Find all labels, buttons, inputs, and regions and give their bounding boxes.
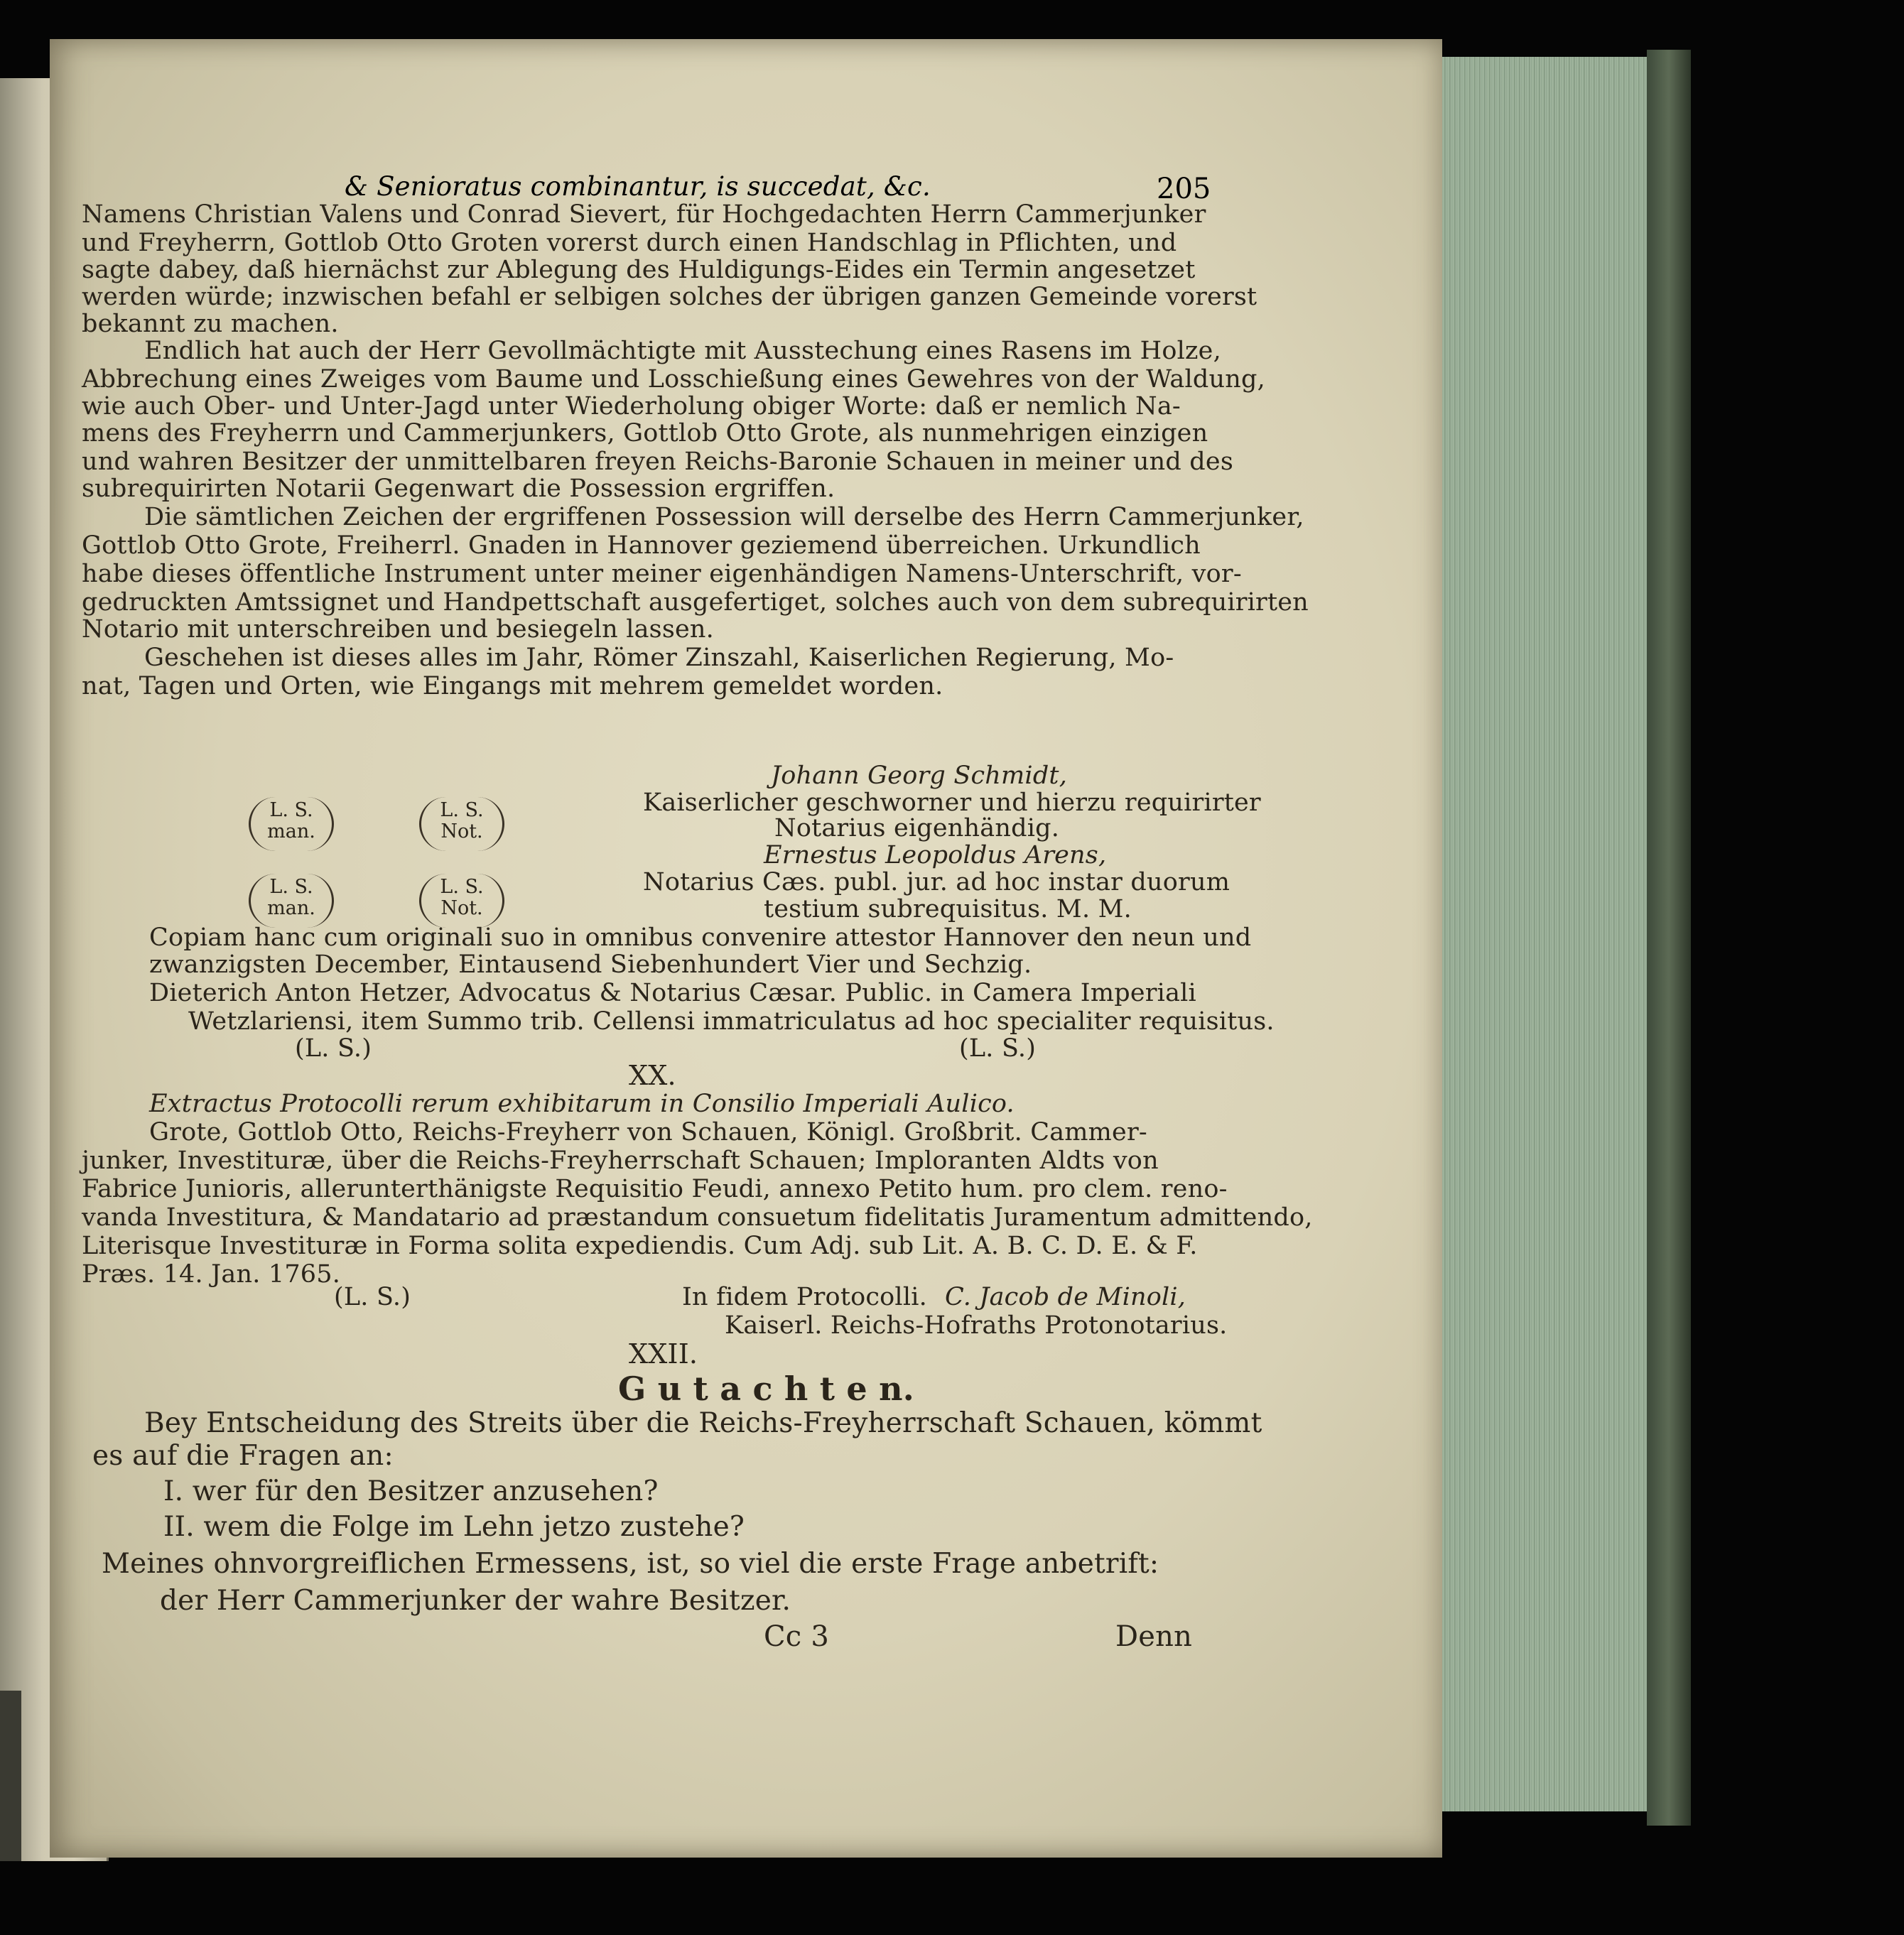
body-line: wie auch Ober- und Unter-Jagd unter Wiederholung obiger Worte: daß er nemlich Na- (82, 392, 1181, 421)
seal-text: L. S. (269, 799, 313, 821)
body-line: werden würde; inzwischen befahl er selbigen solches der übrigen ganzen Gemeinde vorerst (82, 283, 1257, 311)
signature-title: Notarius Cæs. publ. jur. ad hoc instar duorum (643, 868, 1230, 896)
body-line: subrequirirten Notarii Gegenwart die Possession ergriffen. (82, 475, 835, 503)
page-block-edges (1434, 57, 1650, 1811)
body-line: und wahren Besitzer der unmittelbaren freyen Reichs-Baronie Schauen in meiner und des (82, 448, 1233, 476)
extractus-line: Fabrice Junioris, allerunterthänigste Requisitio Feudi, annexo Petito hum. pro clem. reno- (82, 1175, 1228, 1203)
body-line: Notario mit unterschreiben und besiegeln lassen. (82, 615, 714, 644)
attestation-line: Dieterich Anton Hetzer, Advocatus & Notarius Cæsar. Public. in Camera Imperiali (149, 979, 1196, 1007)
seal-text: man. (267, 897, 315, 919)
ls-mark: (L. S.) (334, 1283, 411, 1311)
extractus-line: Grote, Gottlob Otto, Reichs-Freyherr von Schauen, Königl. Großbrit. Cammer- (149, 1118, 1147, 1147)
body-line: Abbrechung eines Zweiges vom Baume und Losschießung eines Gewehres von der Waldung, (82, 365, 1265, 394)
signature-mark: Cc 3 (764, 1620, 829, 1653)
ls-mark: (L. S.) (295, 1034, 372, 1063)
protocol-fidem: In fidem Protocolli. (682, 1283, 927, 1311)
body-line: Die sämtlichen Zeichen der ergriffenen Possession will derselbe des Herrn Cammerjunker, (144, 503, 1304, 531)
signature-name: Ernestus Leopoldus Arens, (764, 841, 1107, 869)
seal-mark (249, 874, 334, 928)
signature-sub: testium subrequisitus. M. M. (764, 895, 1132, 923)
extractus-line: Præs. 14. Jan. 1765. (82, 1260, 341, 1289)
seal-text: Not. (440, 820, 483, 842)
seal-mark (419, 797, 504, 851)
seal-mark (249, 797, 334, 851)
gutachten-title: G u t a c h t e n. (618, 1370, 914, 1408)
seal-text: L. S. (440, 876, 484, 898)
signature-sub: Notarius eigenhändig. (774, 814, 1060, 842)
seal-text: L. S. (269, 876, 313, 898)
seal-mark (419, 874, 504, 928)
extractus-line: junker, Investituræ, über die Reichs-Freyherrschaft Schauen; Imploranten Aldts von (82, 1147, 1159, 1175)
body-line: Geschehen ist dieses alles im Jahr, Römer Zinszahl, Kaiserlichen Regierung, Mo- (144, 644, 1174, 672)
body-line: Namens Christian Valens und Conrad Sievert, für Hochgedachten Herrn Cammerjunker (82, 200, 1206, 229)
book-spine (1647, 50, 1691, 1826)
gutachten-line: Bey Entscheidung des Streits über die Reichs-Freyherrschaft Schauen, kömmt (144, 1407, 1262, 1439)
body-line: Gottlob Otto Grote, Freiherrl. Gnaden in Hannover geziemend überreichen. Urkundlich (82, 531, 1201, 560)
body-line: nat, Tagen und Orten, wie Eingangs mit mehrem gemeldet worden. (82, 672, 943, 700)
catchword: Denn (1115, 1620, 1193, 1653)
body-line: Endlich hat auch der Herr Gevollmächtigte mit Ausstechung eines Rasens im Holze, (144, 337, 1221, 365)
body-line: sagte dabey, daß hiernächst zur Ablegung des Huldigungs-Eides ein Termin angesetzet (82, 256, 1196, 284)
body-line: gedruckten Amtssignet und Handpettschaft ausgefertiget, solches auch von dem subrequirirten (82, 588, 1309, 617)
protocol-title: Kaiserl. Reichs-Hofraths Protonotarius. (725, 1311, 1228, 1340)
page-number: 205 (1157, 173, 1211, 205)
extractus-line: vanda Investitura, & Mandatario ad præstandum consuetum fidelitatis Juramentum admittendo, (82, 1203, 1313, 1232)
attestation-line: zwanzigsten December, Eintausend Siebenhundert Vier und Sechzig. (149, 950, 1032, 979)
gutachten-line: Meines ohnvorgreiflichen Ermessens, ist, so viel die erste Frage anbetrift: (102, 1548, 1159, 1580)
attestation-line: Wetzlariensi, item Summo trib. Cellensi immatriculatus ad hoc specialiter requisitus. (188, 1007, 1275, 1036)
body-line: bekannt zu machen. (82, 310, 339, 338)
gutachten-line: II. wem die Folge im Lehn jetzo zustehe? (163, 1511, 745, 1543)
page-body (82, 170, 1313, 1755)
seal-text: L. S. (440, 799, 484, 821)
protocol-signer: C. Jacob de Minoli, (945, 1283, 1186, 1311)
attestation-line: Copiam hanc cum originali suo in omnibus convenire attestor Hannover den neun und (149, 923, 1252, 952)
signature-name: Johann Georg Schmidt, (771, 761, 1068, 790)
seal-text: Not. (440, 897, 483, 919)
extractus-line: Literisque Investituræ in Forma solita expediendis. Cum Adj. sub Lit. A. B. C. D. E. & F. (82, 1232, 1198, 1260)
ls-mark: (L. S.) (959, 1034, 1037, 1063)
section-number: XX. (629, 1060, 676, 1091)
gutachten-line: es auf die Fragen an: (92, 1440, 394, 1472)
body-line: mens des Freyherrn und Cammerjunkers, Gottlob Otto Grote, als nunmehrigen einzigen (82, 419, 1208, 448)
seal-text: man. (267, 820, 315, 842)
gutachten-line: I. wer für den Besitzer anzusehen? (163, 1475, 659, 1507)
book-cover-corner (0, 1691, 21, 1861)
section-number: XXII. (629, 1338, 698, 1370)
extractus-title: Extractus Protocolli rerum exhibitarum in Consilio Imperiali Aulico. (149, 1090, 1015, 1118)
running-head: & Senioratus combinantur, is succedat, &c. (345, 171, 931, 202)
body-line: und Freyherrn, Gottlob Otto Groten vorerst durch einen Handschlag in Pflichten, und (82, 229, 1177, 257)
gutachten-line: der Herr Cammerjunker der wahre Besitzer. (160, 1585, 791, 1617)
signature-title: Kaiserlicher geschworner und hierzu requirirter (643, 788, 1261, 817)
body-line: habe dieses öffentliche Instrument unter meiner eigenhändigen Namens-Unterschrift, vor- (82, 560, 1242, 588)
